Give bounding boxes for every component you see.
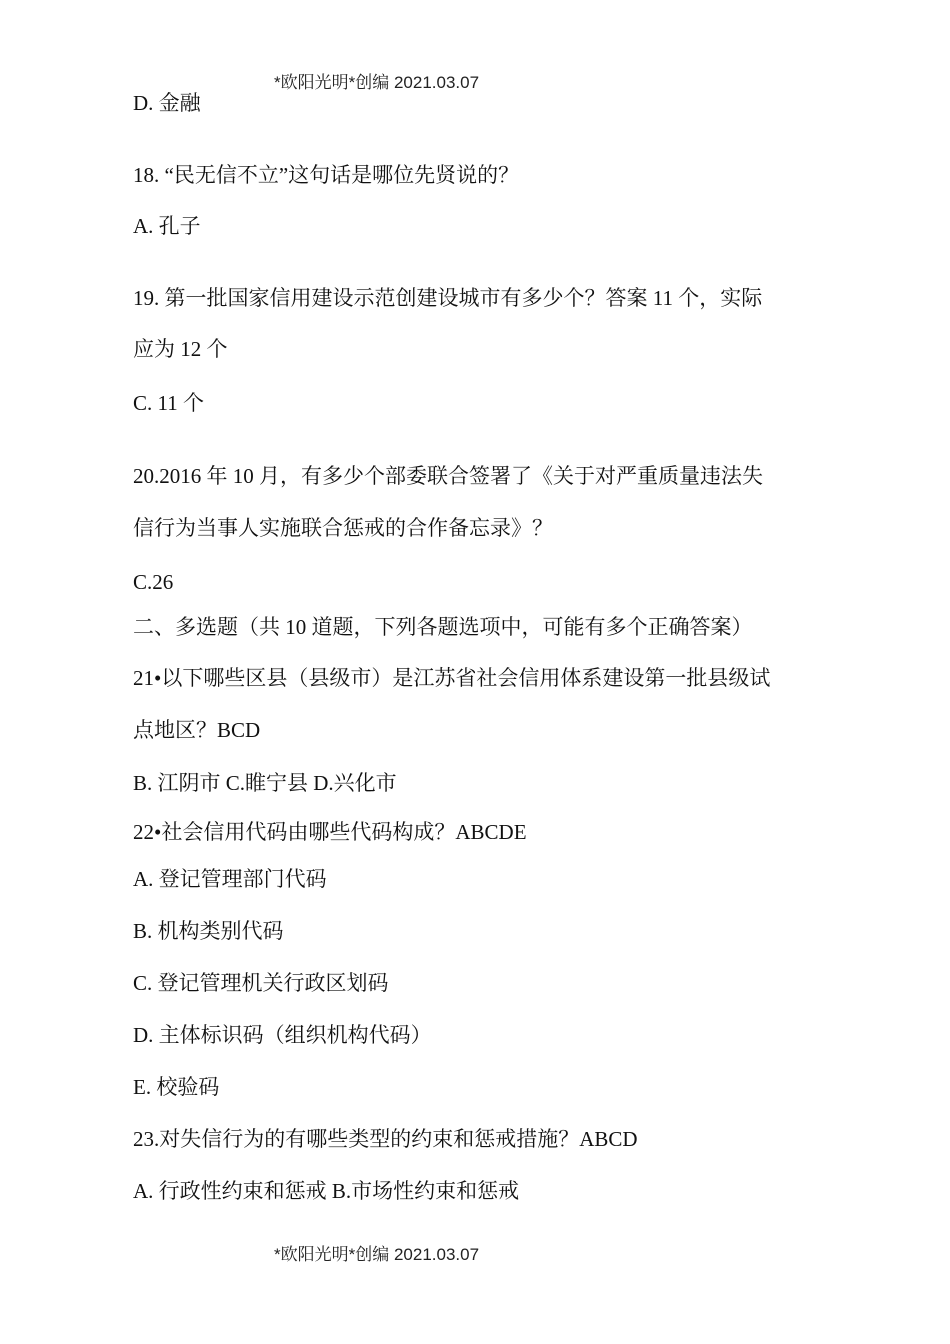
- answer-q18: A. 孔子: [133, 214, 201, 238]
- question-20-line-2: 信行为当事人实施联合惩戒的合作备忘录》？: [133, 516, 553, 540]
- option-e-q22: E. 校验码: [133, 1075, 220, 1099]
- page-footer: *欧阳光明*创编 2021.03.07: [274, 1245, 480, 1264]
- question-21-line-2: 点地区？BCD: [133, 718, 261, 742]
- option-a-q22: A. 登记管理部门代码: [133, 867, 327, 891]
- question-21-line-1: 21•以下哪些区县（县级市）是江苏省社会信用体系建设第一批县级试: [133, 666, 771, 690]
- answer-q19: C. 11 个: [133, 391, 204, 415]
- options-q23: A. 行政性约束和惩戒 B.市场性约束和惩戒: [133, 1179, 520, 1203]
- question-19-line-1: 19. 第一批国家信用建设示范创建设城市有多少个？答案 11 个，实际: [133, 286, 763, 310]
- question-19-line-2: 应为 12 个: [133, 337, 228, 361]
- option-d-q17: D. 金融: [133, 91, 201, 115]
- question-18: 18. “民无信不立”这句话是哪位先贤说的？: [133, 163, 520, 187]
- section-heading-multiple-choice: 二、多选题（共 10 道题，下列各题选项中，可能有多个正确答案）: [133, 615, 753, 639]
- question-20-line-1: 20.2016 年 10 月，有多少个部委联合签署了《关于对严重质量违法失: [133, 464, 763, 488]
- option-b-q22: B. 机构类别代码: [133, 919, 284, 943]
- question-22: 22•社会信用代码由哪些代码构成？ABCDE: [133, 820, 527, 844]
- option-d-q22: D. 主体标识码（组织机构代码）: [133, 1023, 432, 1047]
- page-header: *欧阳光明*创编 2021.03.07: [274, 73, 480, 92]
- answer-q21: B. 江阴市 C.睢宁县 D.兴化市: [133, 771, 397, 795]
- answer-q20: C.26: [133, 570, 174, 594]
- question-23: 23.对失信行为的有哪些类型的约束和惩戒措施？ABCD: [133, 1127, 638, 1151]
- option-c-q22: C. 登记管理机关行政区划码: [133, 971, 389, 995]
